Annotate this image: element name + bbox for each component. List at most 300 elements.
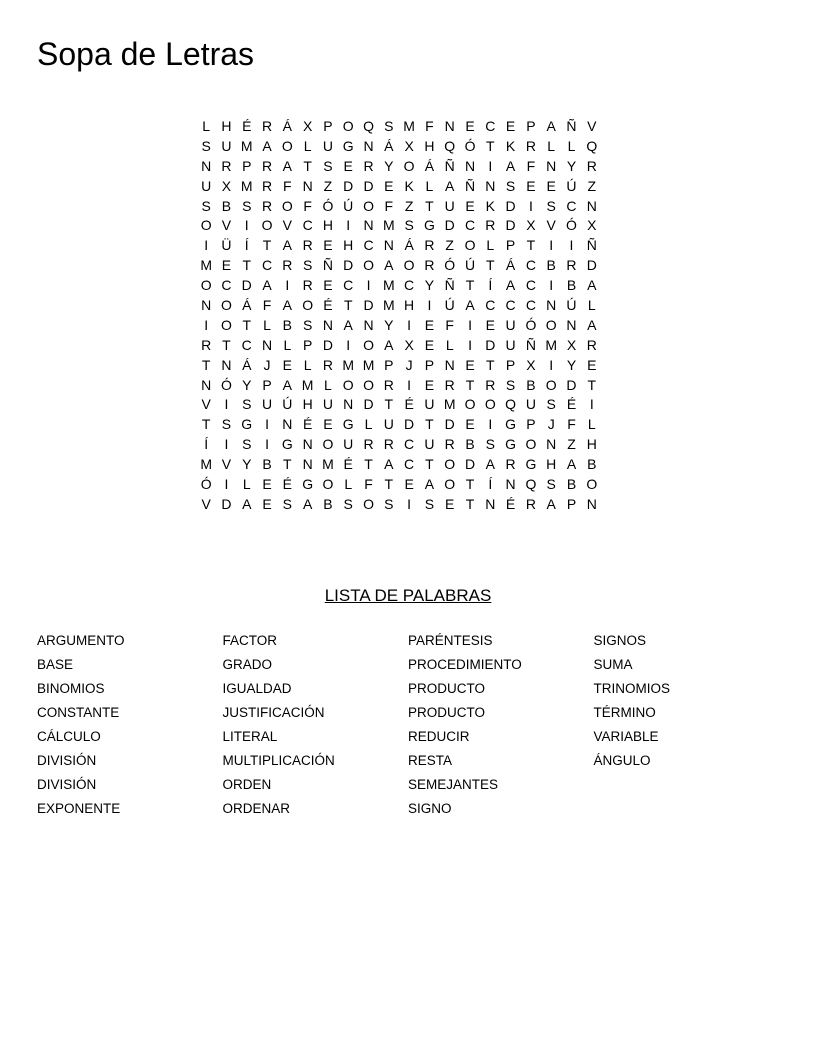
grid-letter: E [465,197,475,214]
grid-letter: Í [244,237,249,254]
grid-letter: R [201,336,212,353]
word-item: PRODUCTO [408,681,486,696]
grid-letter: C [241,336,252,353]
grid-letter: A [343,316,353,333]
grid-letter: L [547,137,556,154]
grid-letter: O [322,436,334,453]
grid-letter: N [363,316,374,333]
grid-letter: S [505,177,516,194]
grid-letter: M [443,396,456,413]
grid-letter: U [424,436,435,453]
grid-letter: L [567,137,576,154]
grid-letter: P [302,336,313,353]
grid-letter: N [322,316,333,333]
grid-letter: U [525,396,536,413]
grid-letter: D [221,495,232,512]
grid-letter: R [525,137,536,154]
grid-letter: R [566,257,577,274]
grid-letter: R [444,436,455,453]
grid-letter: E [465,117,475,134]
grid-letter: E [546,177,556,194]
grid-letter: O [403,257,415,274]
grid-letter: D [464,456,476,473]
word-item: TÉRMINO [593,705,656,720]
grid-letter: C [221,277,232,294]
grid-letter: Z [587,177,597,194]
grid-letter: S [424,495,435,512]
grid-letter: E [445,495,455,512]
grid-letter: T [465,475,475,492]
grid-letter: Á [424,157,435,174]
grid-letter: A [485,456,495,473]
grid-letter: O [586,475,598,492]
grid-letter: T [384,475,394,492]
grid-letter: P [323,117,333,134]
word-list-heading: LISTA DE PALABRAS [324,586,492,605]
grid-letter: H [424,137,435,154]
grid-letter: Ú [566,296,577,313]
grid-letter: R [363,436,374,453]
word-item: IGUALDAD [222,681,292,696]
grid-letter: U [424,396,435,413]
grid-letter: M [382,277,395,294]
grid-letter: É [302,416,313,433]
grid-letter: Ó [200,475,212,492]
word-item: DIVISIÓN [37,777,97,792]
grid-letter: R [261,197,273,214]
grid-letter: C [485,296,496,313]
word-item: LITERAL [222,729,278,744]
grid-letter: E [221,257,232,274]
grid-letter: H [343,237,354,254]
grid-letter: I [549,277,554,294]
grid-letter: U [221,137,232,154]
grid-letter: Q [525,475,537,492]
grid-letter: A [465,296,475,313]
grid-letter: O [464,237,476,254]
grid-letter: P [566,495,577,512]
grid-letter: R [302,237,313,254]
grid-letter: A [262,277,272,294]
grid-letter: G [525,456,537,473]
grid-letter: J [263,356,271,373]
grid-letter: D [444,416,455,433]
grid-letter: O [261,217,273,234]
grid-letter: N [566,316,577,333]
grid-letter: O [281,137,293,154]
grid-letter: E [262,475,272,492]
grid-letter: D [444,217,455,234]
grid-letter: T [242,257,252,274]
grid-letter: F [384,197,394,214]
grid-letter: A [587,277,597,294]
grid-letter: I [407,316,412,333]
grid-letter: L [303,356,312,373]
word-item: PRODUCTO [408,705,486,720]
grid-letter: E [323,277,333,294]
grid-letter: C [525,296,536,313]
grid-letter: E [424,336,435,353]
grid-letter: Ú [343,197,354,214]
grid-letter: G [342,416,354,433]
grid-letter: N [464,157,476,174]
grid-letter: Q [586,137,598,154]
grid-letter: L [445,336,454,353]
grid-letter: I [468,316,472,333]
grid-letter: T [303,157,312,174]
grid-letter: G [505,436,517,453]
grid-letter: G [423,217,435,234]
grid-letter: N [546,296,557,313]
grid-letter: H [546,456,557,473]
grid-letter: D [343,177,354,194]
grid-letter: R [322,356,333,373]
grid-letter: S [546,475,556,492]
grid-letter: U [444,197,455,214]
word-column [223,631,409,823]
grid-letter: F [526,157,536,174]
grid-letter: R [424,237,435,254]
grid-letter: F [567,416,576,433]
grid-letter: S [302,316,313,333]
grid-letter: I [224,436,229,453]
word-column [408,631,594,823]
grid-letter: S [242,396,252,413]
grid-letter: Ü [221,237,232,254]
grid-letter: Ñ [444,157,455,174]
grid-letter: F [425,117,434,134]
word-column [37,631,223,823]
grid-letter: R [363,157,374,174]
grid-letter: É [323,296,333,313]
grid-letter: J [405,356,413,373]
grid-letter: B [323,495,333,512]
grid-letter: Ñ [586,237,597,254]
grid-letter: R [485,376,496,393]
grid-letter: B [262,456,272,473]
grid-letter: Ó [444,257,456,274]
grid-letter: I [204,237,209,254]
page-title: Sopa de Letras [37,36,255,72]
grid-letter: S [546,396,556,413]
word-item: VARIABLE [593,729,659,744]
grid-letter: Y [384,316,394,333]
word-item: SUMA [593,657,633,672]
grid-letter: T [242,316,252,333]
grid-letter: Ñ [566,117,577,134]
grid-letter: E [282,356,292,373]
word-item: BINOMIOS [37,681,105,696]
grid-letter: C [363,237,374,254]
grid-letter: M [301,376,314,393]
grid-letter: I [468,336,472,353]
grid-letter: G [505,416,517,433]
grid-letter: E [587,356,597,373]
grid-letter: I [346,336,351,353]
grid-letter: Y [384,157,394,174]
grid-letter: É [505,495,516,512]
grid-letter: C [261,257,273,274]
grid-letter: Ó [525,316,537,333]
grid-letter: M [362,356,375,373]
grid-letter: I [407,495,412,512]
grid-letter: I [285,277,290,294]
grid-letter: N [363,137,374,154]
grid-letter: T [465,376,475,393]
grid-letter: B [546,257,556,274]
grid-letter: X [526,217,536,234]
grid-letter: I [488,157,493,174]
grid-letter: S [302,257,313,274]
grid-letter: M [382,296,395,313]
grid-letter: A [282,376,292,393]
grid-letter: R [261,157,273,174]
grid-letter: T [425,197,434,214]
grid-letter: B [465,436,475,453]
grid-letter: M [342,356,355,373]
grid-letter: É [282,475,292,492]
grid-letter: A [505,277,516,294]
grid-letter: Í [204,436,209,453]
grid-letter: A [566,456,577,473]
grid-letter: Q [444,137,456,154]
grid-letter: F [303,197,312,214]
grid-letter: E [323,237,333,254]
grid-letter: T [486,257,495,274]
grid-letter: O [221,296,232,313]
grid-letter: M [322,456,334,473]
grid-letter: O [363,257,374,274]
grid-letter: Q [505,396,517,413]
grid-letter: D [566,376,577,393]
grid-letter: P [262,376,272,393]
grid-letter: Ñ [464,177,476,194]
grid-letter: S [343,495,353,512]
grid-letter: C [464,217,476,234]
grid-letter: A [282,237,292,254]
grid-letter: I [244,217,249,234]
grid-letter: R [505,456,516,473]
grid-letter: M [545,336,558,353]
grid-letter: Ó [322,197,334,214]
grid-letter: O [545,316,557,333]
grid-letter: E [485,316,495,333]
grid-letter: N [485,495,496,512]
grid-letter: S [242,197,252,214]
grid-letter: N [201,296,212,313]
grid-letter: N [261,336,273,353]
word-item: ÁNGULO [593,753,651,768]
grid-letter: R [261,117,273,134]
grid-letter: R [261,177,273,194]
grid-letter: Í [488,277,493,294]
grid-letter: Z [404,197,414,214]
grid-letter: S [384,495,394,512]
grid-letter: C [343,277,354,294]
grid-letter: N [505,475,516,492]
grid-letter: A [587,316,597,333]
grid-letter: E [424,316,435,333]
grid-letter: T [262,237,272,254]
grid-letter: U [261,396,273,413]
letter-grid [196,116,602,514]
grid-letter: S [505,376,516,393]
grid-letter: U [343,436,354,453]
grid-letter: Y [566,157,577,174]
grid-letter: E [323,416,333,433]
grid-letter: K [485,197,495,214]
grid-letter: Ó [464,137,476,154]
word-item: DIVISIÓN [37,753,97,768]
grid-letter: E [262,495,272,512]
word-item: BASE [37,657,74,672]
grid-letter: É [566,396,577,413]
grid-letter: T [343,296,353,313]
grid-letter: O [342,117,354,134]
grid-letter: B [282,316,292,333]
grid-letter: O [200,217,212,234]
grid-letter: I [589,396,594,413]
grid-letter: I [407,376,412,393]
grid-letter: I [549,237,554,254]
grid-letter: E [343,157,353,174]
grid-letter: P [526,416,536,433]
grid-letter: D [404,416,415,433]
grid-letter: M [200,456,212,473]
grid-letter: Z [445,237,454,254]
grid-letter: O [363,376,374,393]
grid-letter: F [283,177,292,194]
word-item: EXPONENTE [37,801,121,816]
grid-letter: T [283,456,292,473]
word-item: PROCEDIMIENTO [408,657,522,672]
grid-letter: N [586,495,597,512]
grid-letter: T [465,277,475,294]
grid-letter: O [322,475,334,492]
grid-letter: T [526,237,536,254]
grid-letter: P [384,356,394,373]
grid-letter: R [586,157,597,174]
word-item: PARÉNTESIS [408,633,493,648]
grid-letter: A [384,336,394,353]
grid-letter: Q [363,117,374,134]
grid-letter: I [224,396,229,413]
word-item: CONSTANTE [37,705,120,720]
grid-letter: N [444,117,455,134]
grid-letter: O [545,376,557,393]
grid-letter: A [546,495,556,512]
grid-letter: C [404,456,415,473]
grid-letter: N [302,456,313,473]
grid-letter: P [505,356,516,373]
grid-letter: O [281,197,293,214]
grid-letter: B [221,197,232,214]
word-item: SIGNO [408,801,452,816]
word-item: ORDENAR [222,801,291,816]
grid-letter: O [363,495,374,512]
grid-letter: H [404,296,415,313]
grid-letter: V [201,396,211,413]
grid-letter: T [201,416,211,433]
grid-letter: M [240,177,253,194]
word-item: CÁLCULO [37,729,101,744]
grid-letter: L [587,296,596,313]
grid-letter: F [445,316,454,333]
grid-letter: L [324,376,332,393]
grid-letter: S [201,197,211,214]
grid-letter: I [528,197,533,214]
grid-letter: N [383,237,394,254]
grid-letter: A [505,157,516,174]
grid-letter: A [282,296,292,313]
grid-letter: A [262,137,272,154]
grid-letter: R [383,436,394,453]
grid-letter: D [505,197,516,214]
grid-letter: U [383,416,394,433]
grid-letter: X [404,336,414,353]
grid-letter: D [505,217,516,234]
grid-letter: S [201,137,211,154]
grid-letter: O [464,396,476,413]
grid-letter: M [200,257,212,274]
word-item: GRADO [222,657,273,672]
grid-letter: C [525,277,536,294]
grid-letter: T [201,356,211,373]
word-item: MULTIPLICACIÓN [222,753,335,768]
word-item: FACTOR [222,633,278,648]
grid-letter: T [425,456,434,473]
grid-letter: S [282,495,292,512]
grid-letter: N [302,177,313,194]
grid-letter: G [342,137,354,154]
grid-letter: B [566,475,577,492]
grid-letter: O [302,296,314,313]
grid-letter: D [241,277,252,294]
grid-letter: N [343,396,354,413]
grid-letter: A [282,157,292,174]
grid-letter: N [302,436,313,453]
grid-letter: H [302,396,313,413]
grid-letter: D [363,296,374,313]
grid-letter: I [265,416,269,433]
grid-letter: E [424,376,435,393]
grid-letter: U [322,137,333,154]
grid-letter: L [364,416,373,433]
grid-letter: A [384,257,394,274]
grid-letter: Y [242,456,252,473]
word-item: SEMEJANTES [408,777,499,792]
grid-letter: B [587,456,597,473]
grid-letter: X [302,117,313,134]
grid-letter: O [363,336,374,353]
grid-letter: T [486,137,495,154]
grid-letter: C [404,277,415,294]
word-item: ORDEN [222,777,272,792]
word-item: ARGUMENTO [37,633,125,648]
grid-letter: O [342,376,354,393]
grid-letter: J [547,416,555,433]
grid-letter: T [222,336,231,353]
word-list [37,631,779,823]
grid-letter: I [549,356,554,373]
word-item: JUSTIFICACIÓN [222,705,325,720]
grid-letter: L [587,416,596,433]
grid-letter: D [363,177,374,194]
grid-letter: P [242,157,252,174]
grid-letter: A [546,117,556,134]
grid-letter: C [404,436,415,453]
grid-letter: N [363,217,374,234]
